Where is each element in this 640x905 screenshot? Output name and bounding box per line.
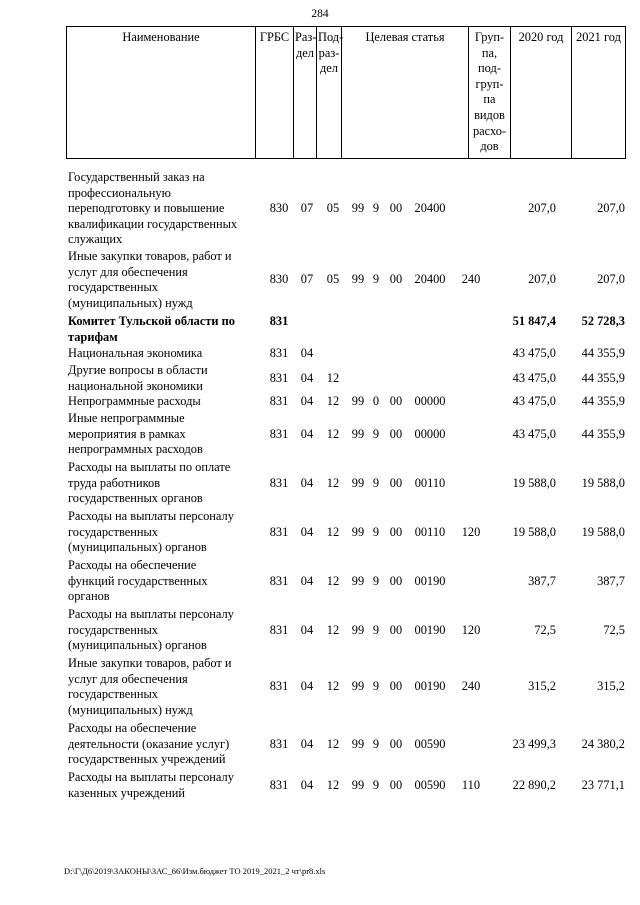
header-name: Наименование	[67, 27, 256, 159]
cell-grbs: 830	[269, 201, 289, 216]
cell-target-main-event: 00	[389, 777, 403, 792]
cell-podrazdel: 12	[326, 777, 340, 792]
cell-grbs: 831	[269, 475, 289, 490]
cell-2020: 19 588,0	[512, 475, 556, 490]
cell-target-direction: 00110	[414, 524, 446, 539]
cell-razdel: 04	[300, 524, 314, 539]
cell-name: Иные непрограммные мероприятия в рамках непрограммных расходов	[68, 411, 203, 457]
cell-target-main-event: 00	[389, 475, 403, 490]
cell-2021: 44 355,9	[581, 426, 625, 441]
cell-grbs: 830	[269, 272, 289, 287]
cell-2020: 22 890,2	[512, 777, 556, 792]
cell-target-main-event: 00	[389, 272, 403, 287]
cell-razdel: 04	[300, 573, 314, 588]
cell-razdel: 04	[300, 346, 314, 360]
cell-2021: 44 355,9	[581, 370, 625, 385]
cell-target-program: 99	[351, 475, 365, 490]
cell-target-direction: 00190	[414, 622, 446, 637]
cell-podrazdel: 12	[326, 475, 340, 490]
cell-target-direction: 20400	[414, 201, 446, 216]
cell-podrazdel: 12	[326, 573, 340, 588]
cell-target-main-event: 00	[389, 573, 403, 588]
cell-grbs: 831	[269, 736, 289, 751]
cell-target-program: 99	[351, 524, 365, 539]
cell-2021: 72,5	[603, 622, 625, 637]
cell-grbs: 831	[269, 346, 289, 360]
cell-name: Расходы на обеспечение деятельности (оказание услуг) государственных учреждений	[68, 721, 230, 767]
cell-razdel: 04	[300, 679, 314, 694]
file-path-footer: D:\Г\Д6\2019\ЗАКОНЫ\ЗАС_66\Изм.бюджет ТО 2019_2021_2 чт\pr8.xls	[64, 866, 326, 876]
header-razdel: Раз- дел	[294, 27, 317, 159]
cell-name: Расходы на обеспечение функций государственных органов	[68, 558, 208, 604]
cell-2021: 24 380,2	[581, 736, 625, 751]
cell-target-program: 99	[351, 573, 365, 588]
cell-2020: 43 475,0	[512, 426, 556, 441]
cell-2021: 207,0	[597, 201, 625, 216]
cell-2020: 51 847,4	[512, 314, 556, 328]
cell-grbs: 831	[269, 573, 289, 588]
cell-2020: 19 588,0	[512, 524, 556, 539]
cell-target-program: 99	[351, 426, 365, 441]
cell-target-subprogram: 0	[372, 394, 380, 408]
cell-2020: 72,5	[534, 622, 556, 637]
cell-2020: 23 499,3	[512, 736, 556, 751]
cell-razdel: 04	[300, 622, 314, 637]
cell-podrazdel: 12	[326, 394, 340, 408]
cell-target-direction: 00590	[414, 736, 446, 751]
cell-target-subprogram: 9	[372, 679, 380, 694]
cell-razdel: 04	[300, 777, 314, 792]
cell-target-main-event: 00	[389, 622, 403, 637]
cell-2020: 315,2	[528, 679, 556, 694]
cell-name: Национальная экономика	[68, 346, 203, 360]
cell-podrazdel: 12	[326, 524, 340, 539]
cell-razdel: 04	[300, 370, 314, 385]
cell-podrazdel: 12	[326, 622, 340, 637]
cell-name: Государственный заказ на профессиональную переподготовку и повышение квалификации государственных служащих	[68, 170, 238, 247]
cell-2021: 387,7	[597, 573, 625, 588]
cell-target-program: 99	[351, 679, 365, 694]
cell-target-main-event: 00	[389, 394, 403, 408]
cell-grbs: 831	[269, 426, 289, 441]
cell-razdel: 04	[300, 736, 314, 751]
cell-name: Другие вопросы в области национальной экономики	[68, 363, 208, 393]
cell-target-program: 99	[351, 394, 365, 408]
cell-target-direction: 20400	[414, 272, 446, 287]
cell-2021: 52 728,3	[581, 314, 625, 328]
cell-target-subprogram: 9	[372, 272, 380, 287]
cell-target-subprogram: 9	[372, 622, 380, 637]
cell-expense-group: 240	[461, 679, 481, 694]
cell-grbs: 831	[269, 314, 289, 328]
cell-target-direction: 00190	[414, 679, 446, 694]
cell-podrazdel: 12	[326, 736, 340, 751]
cell-2021: 44 355,9	[581, 394, 625, 408]
header-expense-group: Груп- па, под- груп- па видов расхо- дов	[469, 27, 511, 159]
cell-razdel: 07	[300, 201, 314, 216]
cell-target-subprogram: 9	[372, 736, 380, 751]
cell-expense-group: 120	[461, 524, 481, 539]
cell-expense-group: 120	[461, 622, 481, 637]
cell-target-program: 99	[351, 622, 365, 637]
cell-grbs: 831	[269, 524, 289, 539]
cell-2021: 207,0	[597, 272, 625, 287]
header-year-2020: 2020 год	[511, 27, 572, 159]
cell-target-subprogram: 9	[372, 573, 380, 588]
header-target-article: Целевая статья	[342, 27, 469, 159]
cell-2020: 43 475,0	[512, 394, 556, 408]
cell-name: Расходы на выплаты по оплате труда работников государственных органов	[68, 460, 231, 506]
cell-target-main-event: 00	[389, 524, 403, 539]
cell-target-main-event: 00	[389, 426, 403, 441]
cell-name: Комитет Тульской области по тарифам	[68, 314, 236, 344]
cell-2020: 43 475,0	[512, 346, 556, 360]
cell-2021: 19 588,0	[581, 475, 625, 490]
header-grbs: ГРБС	[256, 27, 294, 159]
cell-target-subprogram: 9	[372, 777, 380, 792]
cell-2020: 43 475,0	[512, 370, 556, 385]
cell-target-direction: 00190	[414, 573, 446, 588]
cell-razdel: 07	[300, 272, 314, 287]
cell-target-main-event: 00	[389, 736, 403, 751]
cell-target-direction: 00000	[414, 394, 446, 408]
cell-2021: 19 588,0	[581, 524, 625, 539]
cell-razdel: 04	[300, 475, 314, 490]
table-header	[66, 26, 626, 159]
cell-grbs: 831	[269, 394, 289, 408]
cell-2020: 387,7	[528, 573, 556, 588]
cell-podrazdel: 05	[326, 201, 340, 216]
cell-target-direction: 00110	[414, 475, 446, 490]
cell-name: Иные закупки товаров, работ и услуг для обеспечения государственных (муниципальных) нужд	[68, 249, 232, 310]
cell-name: Непрограммные расходы	[68, 394, 201, 408]
cell-2020: 207,0	[528, 201, 556, 216]
cell-2020: 207,0	[528, 272, 556, 287]
cell-name: Расходы на выплаты персоналу государственных (муниципальных) органов	[68, 509, 234, 555]
cell-razdel: 04	[300, 426, 314, 441]
header-year-2021: 2021 год	[572, 27, 626, 159]
cell-name: Расходы на выплаты персоналу казенных учреждений	[68, 770, 234, 800]
cell-podrazdel: 12	[326, 426, 340, 441]
cell-target-program: 99	[351, 736, 365, 751]
cell-name: Иные закупки товаров, работ и услуг для обеспечения государственных (муниципальных) нужд	[68, 656, 232, 717]
cell-target-direction: 00000	[414, 426, 446, 441]
cell-grbs: 831	[269, 370, 289, 385]
cell-name: Расходы на выплаты персоналу государственных (муниципальных) органов	[68, 607, 234, 653]
cell-podrazdel: 05	[326, 272, 340, 287]
cell-target-subprogram: 9	[372, 426, 380, 441]
cell-target-program: 99	[351, 272, 365, 287]
cell-razdel: 04	[300, 394, 314, 408]
cell-expense-group: 240	[461, 272, 481, 287]
cell-grbs: 831	[269, 679, 289, 694]
cell-target-subprogram: 9	[372, 201, 380, 216]
cell-target-program: 99	[351, 777, 365, 792]
cell-target-program: 99	[351, 201, 365, 216]
cell-expense-group: 110	[461, 777, 481, 792]
cell-grbs: 831	[269, 777, 289, 792]
page-number: 284	[311, 8, 329, 20]
header-podrazdel: Под- раз- дел	[317, 27, 342, 159]
cell-2021: 315,2	[597, 679, 625, 694]
cell-target-main-event: 00	[389, 201, 403, 216]
cell-target-subprogram: 9	[372, 524, 380, 539]
cell-target-direction: 00590	[414, 777, 446, 792]
cell-2021: 23 771,1	[581, 777, 625, 792]
cell-podrazdel: 12	[326, 679, 340, 694]
cell-2021: 44 355,9	[581, 346, 625, 360]
cell-grbs: 831	[269, 622, 289, 637]
cell-podrazdel: 12	[326, 370, 340, 385]
cell-target-main-event: 00	[389, 679, 403, 694]
cell-target-subprogram: 9	[372, 475, 380, 490]
